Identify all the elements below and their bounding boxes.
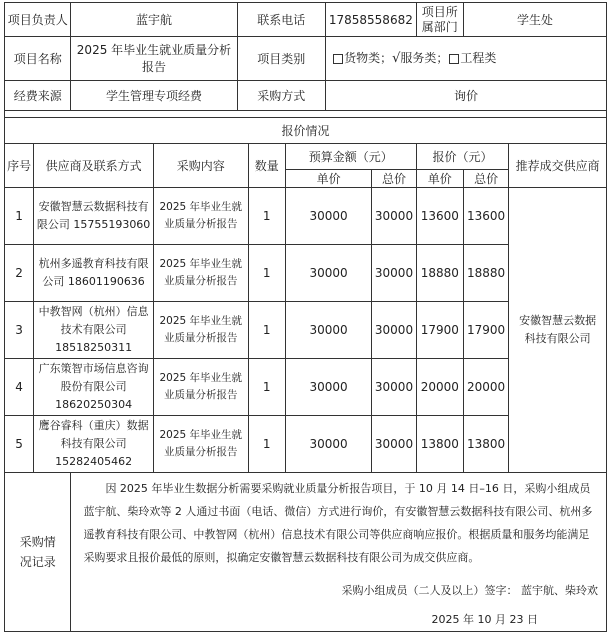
record-row xyxy=(5,473,607,632)
row-qty: 1 xyxy=(248,416,285,473)
funding-value: 学生管理专项经费 xyxy=(71,81,237,111)
recommended-supplier: 安徽智慧云数据科技有限公司 xyxy=(509,188,607,473)
spacer-row xyxy=(5,111,607,118)
row-no: 2 xyxy=(5,245,34,302)
row-budget-unit: 30000 xyxy=(285,359,372,416)
record-date: 2025 年 10 月 23 日 xyxy=(431,613,538,626)
row-budget-unit: 30000 xyxy=(285,188,372,245)
method-label: 采购方式 xyxy=(237,81,326,111)
col-no: 序号 xyxy=(5,144,34,188)
row-price-unit: 13600 xyxy=(416,188,463,245)
record-label-text: 采购情况记录 xyxy=(19,535,56,569)
dept-value: 学生处 xyxy=(463,3,606,37)
funding-label: 经费来源 xyxy=(5,81,71,111)
row-no: 4 xyxy=(5,359,34,416)
row-budget-unit: 30000 xyxy=(285,302,372,359)
row-price-total: 20000 xyxy=(463,359,508,416)
table-row xyxy=(5,188,607,245)
col-supplier: 供应商及联系方式 xyxy=(34,144,154,188)
quote-header-row xyxy=(5,144,607,170)
dept-label: 项目所属部门 xyxy=(416,3,463,37)
row-qty: 1 xyxy=(248,188,285,245)
row-qty: 1 xyxy=(248,302,285,359)
row-budget-total: 30000 xyxy=(372,302,416,359)
category-options xyxy=(326,37,607,81)
goods-label: 货物类； xyxy=(344,51,393,65)
row-budget-total: 30000 xyxy=(372,359,416,416)
col-qty: 数量 xyxy=(248,144,285,188)
name-label: 项目名称 xyxy=(5,37,71,81)
quote-section-title: 报价情况 xyxy=(5,118,607,144)
row-budget-total: 30000 xyxy=(372,416,416,473)
row-project xyxy=(5,37,607,81)
row-supplier: 中教智网（杭州）信息技术有限公司 18518250311 xyxy=(34,302,154,359)
owner-label: 项目负责人 xyxy=(5,3,71,37)
row-funding xyxy=(5,81,607,111)
quote-section-title-row xyxy=(5,118,607,144)
row-no: 5 xyxy=(5,416,34,473)
sub-price-unit: 单价 xyxy=(416,170,463,188)
row-qty: 1 xyxy=(248,245,285,302)
sub-price-total: 总价 xyxy=(463,170,508,188)
procurement-form xyxy=(4,2,607,632)
engineering-checkbox xyxy=(449,54,459,64)
row-no: 1 xyxy=(5,188,34,245)
phone-label: 联系电话 xyxy=(237,3,326,37)
row-content: 2025 年毕业生就业质量分析报告 xyxy=(153,245,248,302)
row-content: 2025 年毕业生就业质量分析报告 xyxy=(153,188,248,245)
sub-budget-total: 总价 xyxy=(372,170,416,188)
engineering-label: 工程类 xyxy=(460,51,497,65)
col-content: 采购内容 xyxy=(153,144,248,188)
row-supplier: 鹰谷睿科（重庆）数据科技有限公司 15282405462 xyxy=(34,416,154,473)
record-text: 因 2025 年毕业生数据分析需要采购就业质量分析报告项目，于 10 月 14 日–16 日，采购小组成员蓝宇航、柴玲欢等 2 人通过书面（电话、微信）方式进行询价，有安徽智慧云数据科技有限公司、杭州多遥教育科技有限公司、中教智网（杭州）信息技术有限公司等供应商响应报价。根据质量和服务均能满足采购要求且报价最低的原则，拟确定安徽智慧云数据科技有限公司为成交供应商。 xyxy=(83,482,593,564)
row-owner xyxy=(5,3,607,37)
row-price-total: 13600 xyxy=(463,188,508,245)
row-supplier: 杭州多遥教育科技有限公司 18601190636 xyxy=(34,245,154,302)
goods-checkbox xyxy=(333,54,343,64)
row-price-total: 18880 xyxy=(463,245,508,302)
row-price-unit: 17900 xyxy=(416,302,463,359)
category-label: 项目类别 xyxy=(237,37,326,81)
record-sign: 采购小组成员（二人及以上）签字： 蓝宇航、柴玲欢 xyxy=(341,584,598,597)
service-label: 服务类； xyxy=(400,51,449,65)
col-price: 报价（元） xyxy=(416,144,509,170)
row-supplier: 广东策智市场信息咨询股份有限公司 18620250304 xyxy=(34,359,154,416)
phone-value: 17858558682 xyxy=(326,3,417,37)
row-budget-unit: 30000 xyxy=(285,416,372,473)
row-price-unit: 18880 xyxy=(416,245,463,302)
row-budget-total: 30000 xyxy=(372,188,416,245)
row-supplier: 安徽智慧云数据科技有限公司 15755193060 xyxy=(34,188,154,245)
row-price-unit: 20000 xyxy=(416,359,463,416)
name-value: 2025 年毕业生就业质量分析报告 xyxy=(71,37,237,81)
row-price-unit: 13800 xyxy=(416,416,463,473)
row-content: 2025 年毕业生就业质量分析报告 xyxy=(153,416,248,473)
row-budget-unit: 30000 xyxy=(285,245,372,302)
row-content: 2025 年毕业生就业质量分析报告 xyxy=(153,302,248,359)
owner-value: 蓝宇航 xyxy=(71,3,237,37)
col-budget: 预算金额（元） xyxy=(285,144,416,170)
row-content: 2025 年毕业生就业质量分析报告 xyxy=(153,359,248,416)
method-value: 询价 xyxy=(326,81,607,111)
row-price-total: 17900 xyxy=(463,302,508,359)
row-no: 3 xyxy=(5,302,34,359)
col-recommend: 推荐成交供应商 xyxy=(509,144,607,188)
record-label xyxy=(5,473,71,632)
sub-budget-unit: 单价 xyxy=(285,170,372,188)
service-check-mark: √ xyxy=(392,51,401,66)
row-qty: 1 xyxy=(248,359,285,416)
record-content xyxy=(71,473,607,632)
row-price-total: 13800 xyxy=(463,416,508,473)
row-budget-total: 30000 xyxy=(372,245,416,302)
